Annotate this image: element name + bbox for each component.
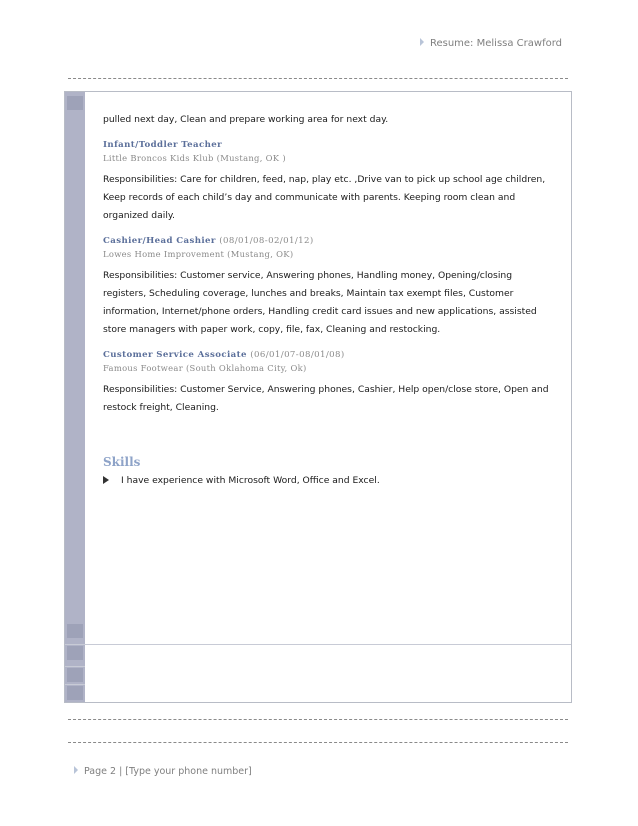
sidebar-block — [67, 686, 83, 700]
frame-divider — [65, 666, 85, 667]
footer-divider — [68, 742, 568, 743]
company-name: Lowes Home Improvement (Mustang, OK) — [103, 249, 294, 259]
header-text: Resume: Melissa Crawford — [429, 38, 562, 49]
sidebar-block — [67, 624, 83, 638]
company-name: Little Broncos Kids Klub (Mustang, OK ) — [103, 153, 286, 163]
job-responsibilities: Responsibilities: Customer Service, Answering phones, Cashier, Help open/close store, Open and restock freight, Cleaning. — [103, 384, 549, 413]
company-name: Famous Footwear (South Oklahoma City, Ok) — [103, 363, 307, 373]
header-divider — [68, 78, 568, 79]
footer-divider — [68, 719, 568, 720]
intro-text: pulled next day, Clean and prepare working area for next day. — [103, 114, 389, 125]
frame-divider — [65, 684, 85, 685]
job-title: Cashier/Head Cashier (08/01/08-02/01/12) — [103, 236, 314, 246]
job-dates: (08/01/08-02/01/12) — [219, 236, 314, 246]
page-footer — [74, 766, 252, 777]
sidebar-block — [67, 96, 83, 110]
job-responsibilities: Responsibilities: Customer service, Answering phones, Handling money, Opening/closing registers, Scheduling coverage, lunches and breaks, Maintain tax exempt files, Customer information, Internet/phone orders, Handling credit card issues and new applications, assisted store managers with paper work, copy, file, fax, Cleaning and restocking. — [103, 270, 537, 335]
sidebar-bar — [65, 92, 85, 702]
skill-text: I have experience with Microsoft Word, Office and Excel. — [121, 475, 380, 486]
arrow-right-icon — [74, 766, 78, 774]
skills-heading: Skills — [103, 455, 141, 469]
page-header — [420, 38, 562, 49]
job-title: Infant/Toddler Teacher — [103, 140, 223, 150]
job-title: Customer Service Associate (06/01/07-08/01/08) — [103, 350, 345, 360]
job-responsibilities: Responsibilities: Care for children, feed, nap, play etc. ,Drive van to pick up school age children, Keep records of each child’s day and communicate with parents. Keeping room clean and organized daily. — [103, 174, 546, 221]
frame-divider — [65, 644, 571, 645]
skill-item — [103, 475, 553, 486]
bullet-arrow-icon — [103, 476, 109, 484]
job-dates: (06/01/07-08/01/08) — [250, 350, 345, 360]
sidebar-block — [67, 668, 83, 682]
footer-text: Page 2 | [Type your phone number] — [84, 766, 252, 777]
arrow-right-icon — [420, 38, 424, 46]
resume-body — [103, 111, 553, 486]
sidebar-block — [67, 646, 83, 660]
